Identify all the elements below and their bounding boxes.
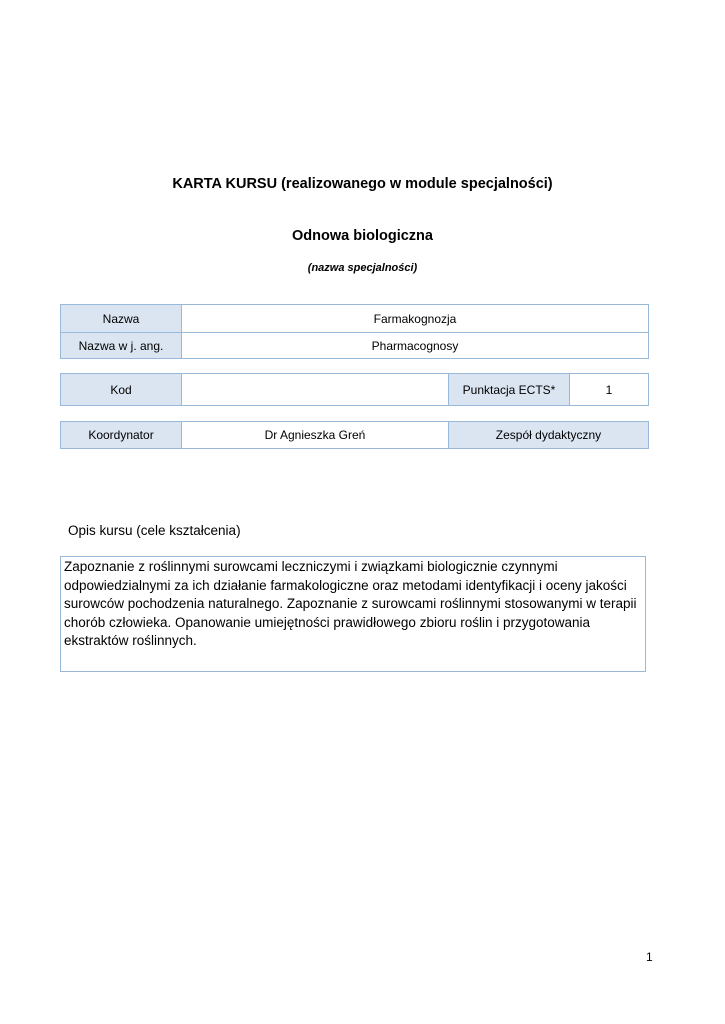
coordinator-value: Dr Agnieszka Greń <box>182 422 449 449</box>
teaching-team-label: Zespół dydaktyczny <box>449 422 649 449</box>
coordinator-table <box>60 421 649 449</box>
ects-label: Punktacja ECTS* <box>449 374 570 406</box>
document-title: KARTA KURSU (realizowanego w module specjalności) <box>172 176 553 192</box>
coordinator-row <box>61 422 649 449</box>
specialty-name: Odnowa biologiczna <box>292 228 433 244</box>
specialty-caption: (nazwa specjalności) <box>307 262 418 274</box>
code-label: Kod <box>61 374 182 406</box>
english-name-value: Pharmacognosy <box>182 333 649 359</box>
page-number: 1 <box>646 950 653 964</box>
course-names-table <box>60 304 649 359</box>
code-value <box>182 374 449 406</box>
name-label: Nazwa <box>61 305 182 333</box>
ects-value: 1 <box>570 374 649 406</box>
course-description-label: Opis kursu (cele kształcenia) <box>68 523 241 538</box>
english-name-row <box>61 333 649 359</box>
name-value: Farmakognozja <box>182 305 649 333</box>
course-description-text: Zapoznanie z roślinnymi surowcami leczniczymi i związkami biologicznie czynnymi odpowiedzialnymi za ich działanie farmakologiczne oraz metodami identyfikacji i oceny jakości surowców pochodzenia naturalnego. Zapoznanie z surowcami roślinnymi stosowanymi w terapii chorób człowieka. Opanowanie umiejętności prawidłowego zbioru roślin i przygotowania ekstraktów roślinnych. <box>60 556 646 672</box>
coordinator-label: Koordynator <box>61 422 182 449</box>
code-ects-table <box>60 373 649 406</box>
course-name-row <box>61 305 649 333</box>
english-name-label: Nazwa w j. ang. <box>61 333 182 359</box>
code-ects-row <box>61 374 649 406</box>
